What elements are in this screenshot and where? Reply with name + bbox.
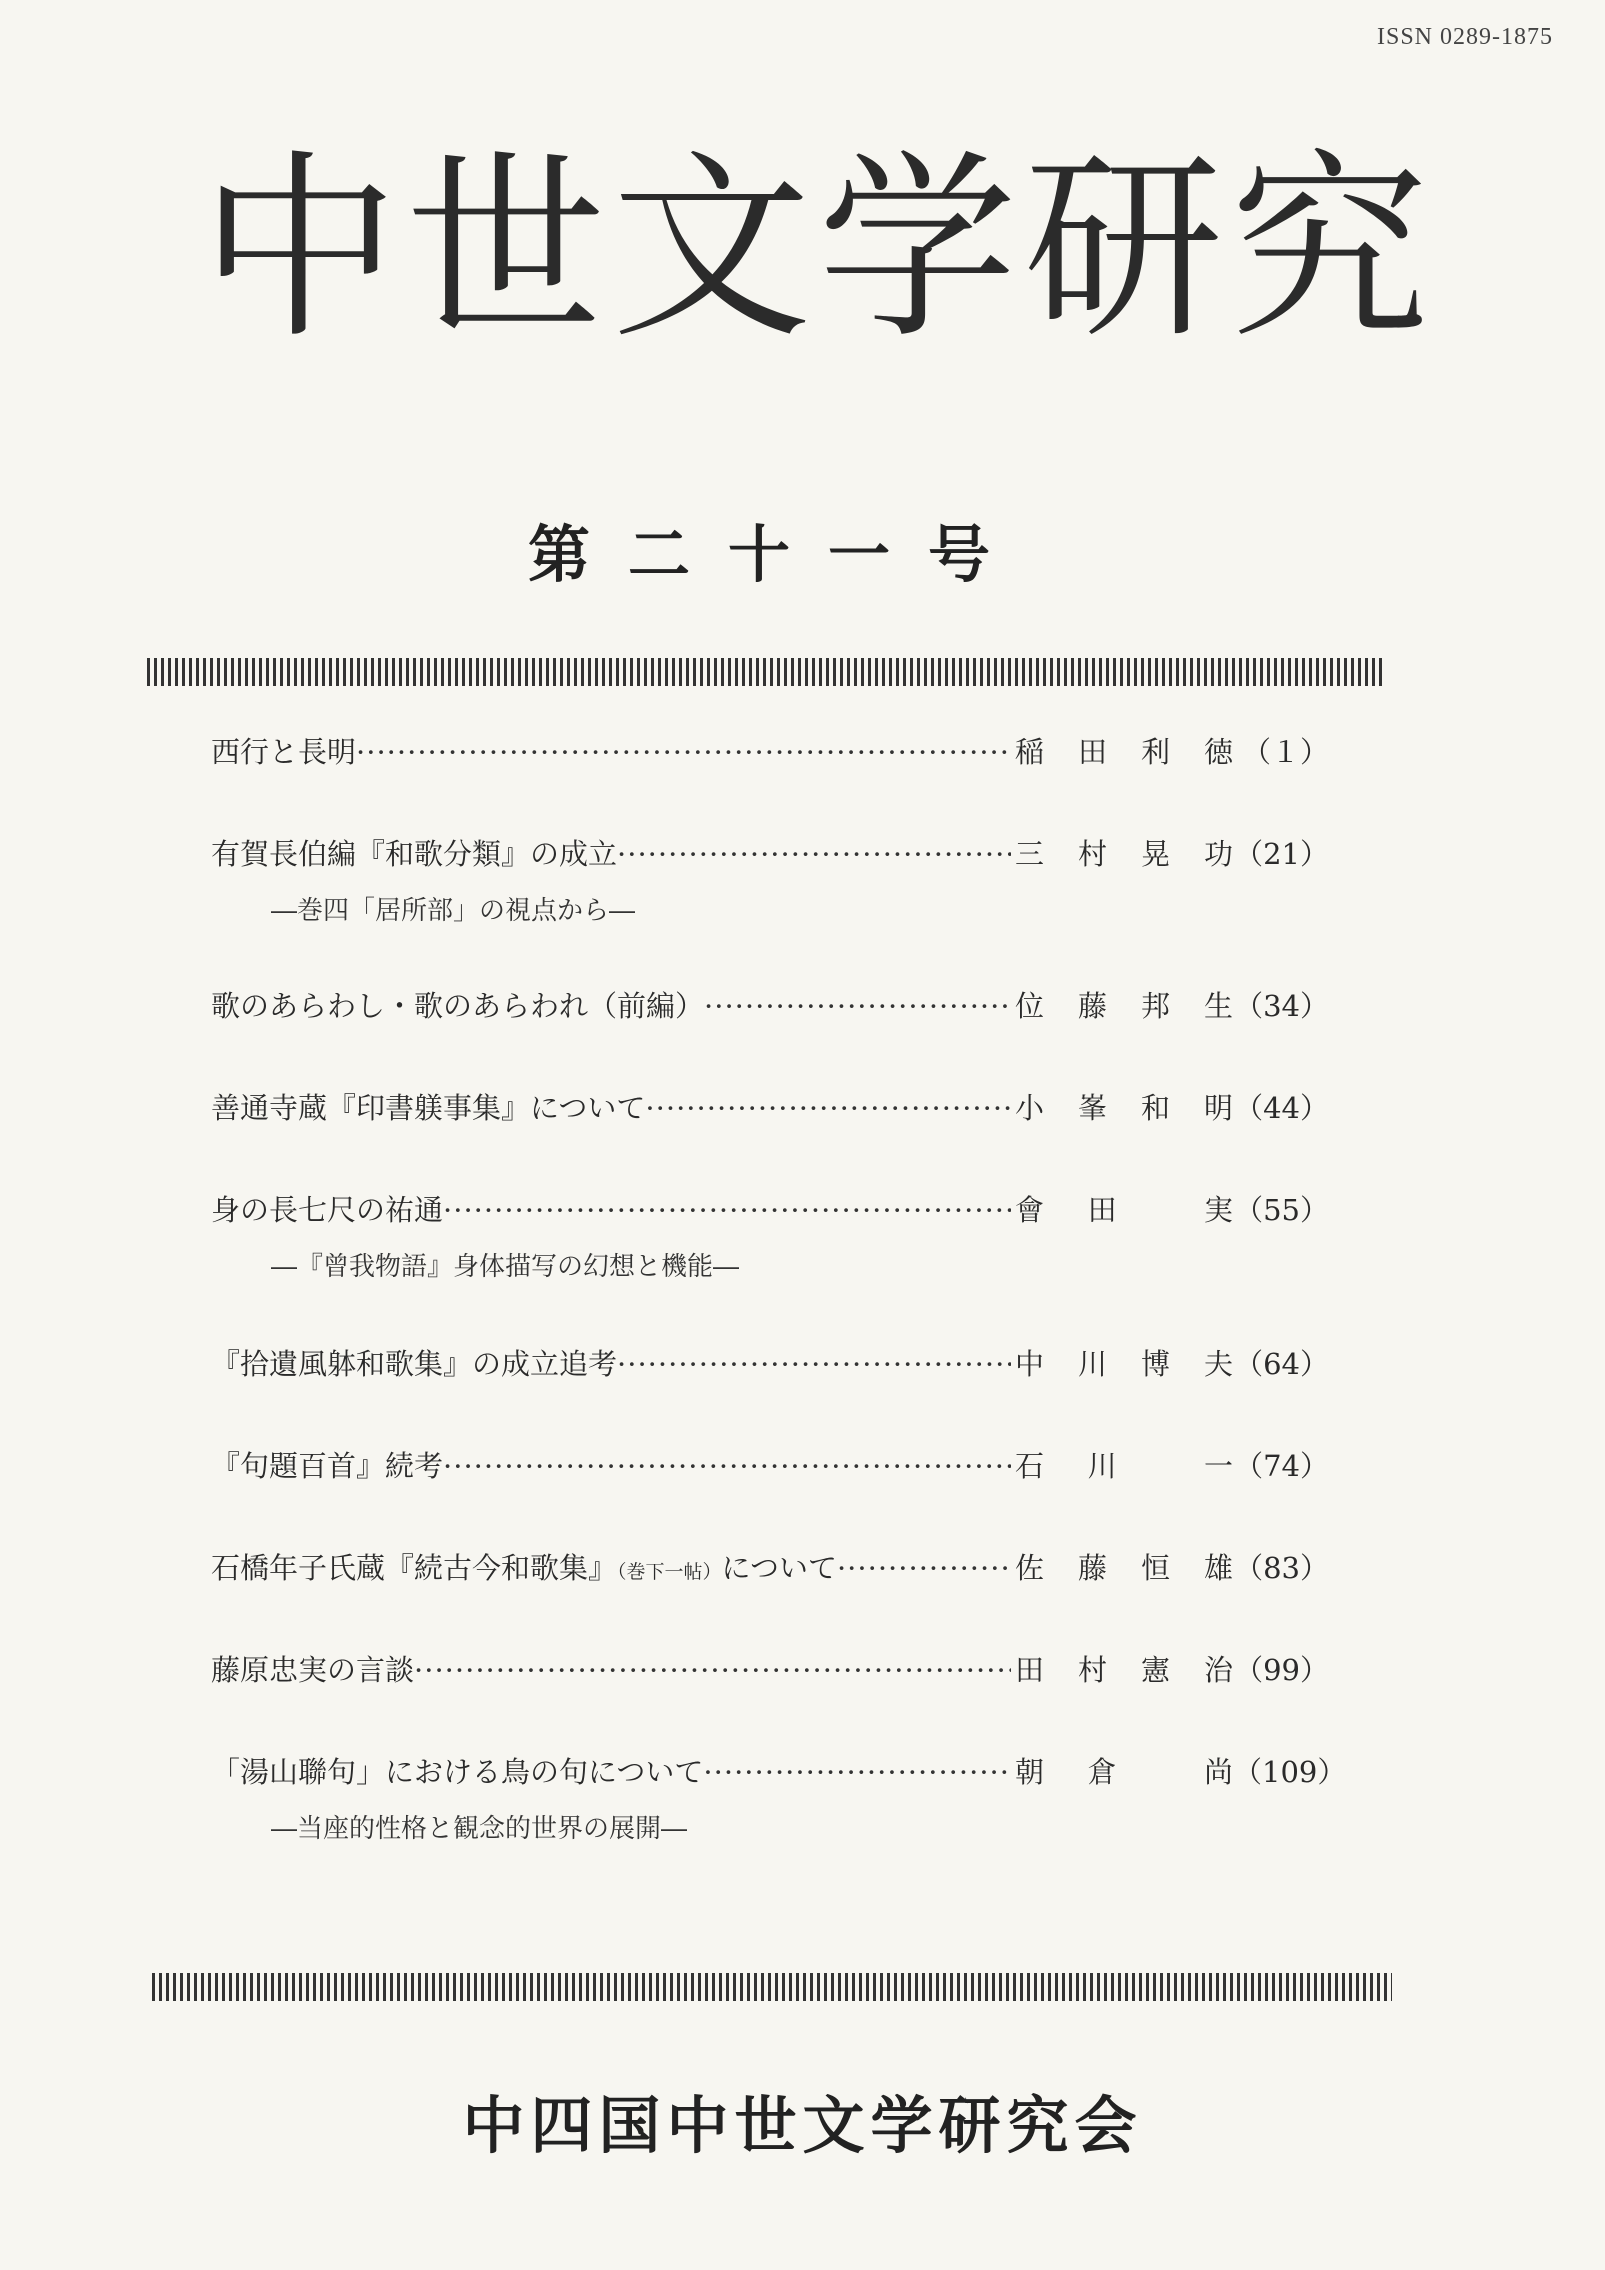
toc-entry[interactable] bbox=[211, 1755, 1347, 1844]
entry-author: 稲 田 利 徳 bbox=[1015, 735, 1233, 769]
entry-author: 小 峯 和 明 bbox=[1015, 1091, 1233, 1125]
publisher-name: 中四国中世文学研究会 bbox=[462, 2089, 1143, 2162]
entry-author: 朝 倉 尚 bbox=[1015, 1755, 1233, 1789]
entry-page: （109） bbox=[1233, 1755, 1347, 1789]
toc-entry[interactable] bbox=[211, 1449, 1329, 1490]
entry-author: 三 村 晃 功 bbox=[1015, 837, 1233, 871]
entry-title: 歌のあらわし・歌のあらわれ（前編） bbox=[211, 989, 705, 1023]
toc-entry[interactable] bbox=[211, 1653, 1329, 1694]
entry-author: 石 川 一 bbox=[1015, 1449, 1233, 1483]
entry-title: 石橋年子氏蔵『続古今和歌集』（巻下一帖）について bbox=[211, 1551, 837, 1585]
toc-entry[interactable] bbox=[211, 1551, 1329, 1592]
entry-page: （34） bbox=[1234, 989, 1329, 1023]
entry-author: 田 村 憲 治 bbox=[1015, 1653, 1233, 1687]
entry-title: 西行と長明 bbox=[211, 735, 357, 769]
leader-dots bbox=[414, 1656, 1011, 1690]
entry-author: 位 藤 邦 生 bbox=[1015, 989, 1233, 1023]
entry-title: 『拾遺風躰和歌集』の成立追考 bbox=[211, 1347, 618, 1381]
entry-title: 有賀長伯編『和歌分類』の成立 bbox=[211, 837, 618, 871]
issn-number: ISSN 0289-1875 bbox=[1376, 24, 1553, 50]
leader-dots bbox=[703, 1758, 1011, 1792]
entry-title: 「湯山聯句」における鳥の句について bbox=[211, 1755, 704, 1789]
entry-author: 會 田 実 bbox=[1015, 1193, 1233, 1227]
leader-dots bbox=[443, 1196, 1011, 1230]
leader-dots bbox=[617, 840, 1011, 874]
entry-title: 身の長七尺の祐通 bbox=[211, 1193, 444, 1227]
entry-page: （55） bbox=[1234, 1193, 1329, 1227]
decorative-rule-bottom bbox=[152, 1973, 1392, 2001]
table-of-contents bbox=[211, 735, 1347, 1844]
toc-entry[interactable] bbox=[211, 1193, 1329, 1282]
entry-page: （21） bbox=[1234, 837, 1329, 871]
entry-title: 『句題百首』続考 bbox=[211, 1449, 444, 1483]
entry-subtitle: ―当座的性格と観念的世界の展開― bbox=[271, 1814, 688, 1844]
entry-author: 中 川 博 夫 bbox=[1015, 1347, 1233, 1381]
issue-number: 第二十一号 bbox=[528, 518, 1029, 591]
journal-title: 中世文学研究 bbox=[199, 133, 1436, 366]
entry-subtitle: ―巻四「居所部」の視点から― bbox=[271, 896, 636, 926]
toc-entry[interactable] bbox=[211, 989, 1329, 1030]
entry-page: （74） bbox=[1234, 1449, 1329, 1483]
entry-title: 善通寺蔵『印書躾事集』について bbox=[211, 1091, 646, 1125]
toc-entry[interactable] bbox=[211, 1347, 1329, 1388]
entry-title: 藤原忠実の言談 bbox=[211, 1653, 415, 1687]
entry-page: （１） bbox=[1241, 735, 1329, 769]
leader-dots bbox=[704, 992, 1011, 1026]
toc-entry[interactable] bbox=[211, 1091, 1329, 1132]
decorative-rule-top bbox=[147, 658, 1385, 686]
entry-page: （44） bbox=[1234, 1091, 1329, 1125]
leader-dots bbox=[617, 1350, 1011, 1384]
entry-page: （64） bbox=[1234, 1347, 1329, 1381]
entry-page: （83） bbox=[1234, 1551, 1329, 1585]
entry-author: 佐 藤 恒 雄 bbox=[1015, 1551, 1233, 1585]
leader-dots bbox=[645, 1094, 1011, 1128]
leader-dots bbox=[443, 1452, 1011, 1486]
entry-subtitle: ―『曾我物語』身体描写の幻想と機能― bbox=[271, 1252, 740, 1282]
entry-page: （99） bbox=[1234, 1653, 1329, 1687]
toc-entry[interactable] bbox=[211, 837, 1329, 926]
leader-dots bbox=[837, 1554, 1011, 1588]
leader-dots bbox=[356, 738, 1011, 772]
toc-entry[interactable] bbox=[211, 735, 1329, 776]
